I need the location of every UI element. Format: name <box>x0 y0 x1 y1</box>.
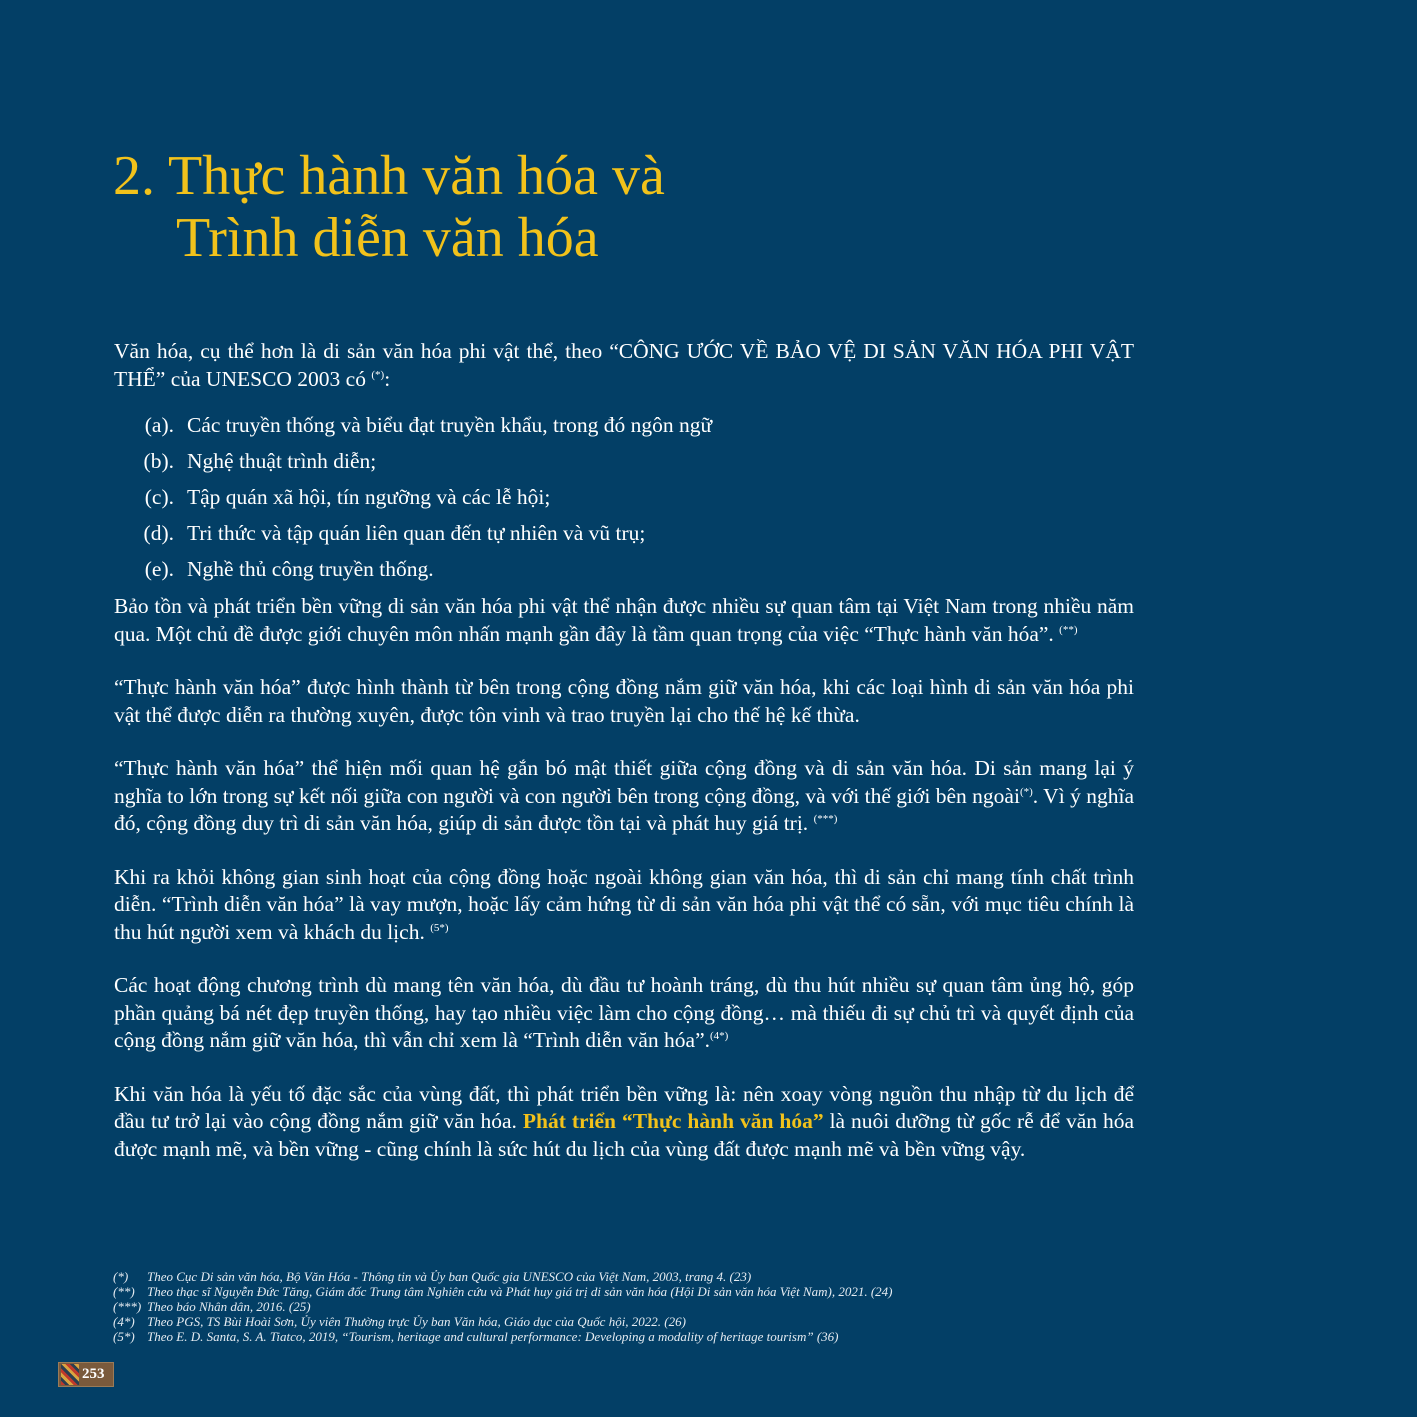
paragraph-4 <box>114 864 1134 947</box>
highlighted-phrase: Phát triển “Thực hành văn hóa” <box>522 1109 824 1133</box>
list-item <box>114 515 1134 551</box>
intro-text: Văn hóa, cụ thể hơn là di sản văn hóa phi vật thể, theo “CÔNG ƯỚC VỀ BẢO VỆ DI SẢN VĂN HÓA PHI VẬT THỂ” của UNESCO 2003 có <box>114 339 1134 391</box>
footnotes <box>113 1269 1213 1344</box>
footnote-key: (***) <box>113 1299 142 1314</box>
intro-paragraph <box>114 338 1134 393</box>
footnote <box>113 1299 1213 1314</box>
list-item <box>114 443 1134 479</box>
list-item-text: Tập quán xã hội, tín ngưỡng và các lễ hội; <box>187 485 551 509</box>
list-marker: (c). <box>144 485 174 509</box>
paragraph-text: . Vì ý nghĩa đó, cộng đồng duy trì di sản văn hóa, giúp di sản được tồn tại và phát huy giá trị. <box>114 783 1134 835</box>
footnote-text: Theo thạc sĩ Nguyễn Đức Tăng, Giám đốc Trung tâm Nghiên cứu và Phát huy giá trị di sản văn hóa (Hội Di sản văn hóa Việt Nam), 2021. (24) <box>147 1284 893 1299</box>
footnote-text: Theo báo Nhân dân, 2016. (25) <box>147 1299 311 1314</box>
footnote-ref: (**) <box>1059 623 1078 636</box>
list-marker: (d). <box>143 521 174 545</box>
title-line-2: Trình diễn văn hóa <box>176 207 599 269</box>
footnote-text: Theo PGS, TS Bùi Hoài Sơn, Ủy viên Thường trực Ủy ban Văn hóa, Giáo dục của Quốc hội, 2022. (26) <box>147 1314 686 1329</box>
list-marker: (a). <box>144 413 174 437</box>
footnote-key: (5*) <box>113 1329 135 1344</box>
footnote <box>113 1269 1213 1284</box>
list-item <box>114 551 1134 587</box>
footnote-ref: (4*) <box>710 1029 729 1042</box>
paragraph-text: “Thực hành văn hóa” thể hiện mối quan hệ gắn bó mật thiết giữa cộng đồng và di sản văn hóa. Di sản mang lại ý nghĩa to lớn trong sự kết nối giữa con người và con người bên trong cộng đồng, và với thế giới bên ngoài <box>114 756 1134 808</box>
list-item-text: Nghề thủ công truyền thống. <box>187 557 434 581</box>
footnote-key: (**) <box>113 1284 135 1299</box>
paragraph-text: Khi văn hóa là yếu tố đặc sắc của vùng đất, thì phát triển bền vững là: nên xoay vòng nguồn thu nhập từ du lịch để đầu tư trở lại vào cộng đồng nắm giữ văn hóa. <box>114 1081 1134 1133</box>
list-item <box>114 407 1134 443</box>
page-title <box>113 145 665 269</box>
footnote-ref: (***) <box>813 812 838 825</box>
footnote-ref: (*) <box>1019 785 1033 798</box>
footnote-ref: (*) <box>371 368 385 381</box>
footnote-key: (4*) <box>113 1314 135 1329</box>
heritage-domain-list <box>114 407 1134 587</box>
list-item-text: Tri thức và tập quán liên quan đến tự nhiên và vũ trụ; <box>187 521 646 545</box>
paragraph-1 <box>114 593 1134 648</box>
paragraph-text: Khi ra khỏi không gian sinh hoạt của cộng đồng hoặc ngoài không gian văn hóa, thì di sản chỉ mang tính chất trình diễn. “Trình diễn văn hóa” là vay mượn, hoặc lấy cảm hứng từ di sản văn hóa phi vật thể có sẵn, với mục tiêu chính là thu hút người xem và khách du lịch. <box>114 864 1134 944</box>
paragraph-text: “Thực hành văn hóa” được hình thành từ bên trong cộng đồng nắm giữ văn hóa, khi các loại hình di sản văn hóa phi vật thể được diễn ra thường xuyên, được tôn vinh và trao truyền lại cho thế hệ kế thừa. <box>114 675 1134 727</box>
paragraph-5 <box>114 972 1134 1055</box>
footnote-ref: (5*) <box>430 921 449 934</box>
title-line-1: 2. Thực hành văn hóa và <box>113 145 665 207</box>
paragraph-3 <box>114 755 1134 838</box>
footnote <box>113 1329 1213 1344</box>
list-item-text: Các truyền thống và biểu đạt truyền khẩu, trong đó ngôn ngữ <box>187 413 713 437</box>
main-content <box>114 338 1134 1163</box>
paragraph-2 <box>114 674 1134 729</box>
footnote-text: Theo Cục Di sản văn hóa, Bộ Văn Hóa - Thông tin và Ủy ban Quốc gia UNESCO của Việt Nam, 2003, trang 4. (23) <box>147 1269 752 1284</box>
list-item <box>114 479 1134 515</box>
list-marker: (e). <box>144 557 174 581</box>
paragraph-text: Bảo tồn và phát triển bền vững di sản văn hóa phi vật thể nhận được nhiều sự quan tâm tại Việt Nam trong nhiều năm qua. Một chủ đề được giới chuyên môn nhấn mạnh gần đây là tầm quan trọng của việc “Thực hành văn hóa”. <box>114 594 1134 646</box>
list-marker: (b). <box>143 449 174 473</box>
list-item-text: Nghệ thuật trình diễn; <box>187 449 377 473</box>
footnote <box>113 1314 1213 1329</box>
page-number: 253 <box>82 1366 105 1382</box>
footnote <box>113 1284 1213 1299</box>
paragraph-text: là nuôi dưỡng từ gốc rễ để văn hóa được mạnh mẽ, và bền vững - cũng chính là sức hút du lịch của vùng đất được mạnh mẽ và bền vững vậy. <box>114 1109 1134 1161</box>
paragraph-text: Các hoạt động chương trình dù mang tên văn hóa, dù đầu tư hoành tráng, dù thu hút nhiều sự quan tâm ủng hộ, góp phần quảng bá nét đẹp truyền thống, hay tạo nhiều việc làm cho cộng đồng… mà thiếu đi sự chủ trì và quyết định của cộng đồng nắm giữ văn hóa, thì vẫn chỉ xem là “Trình diễn văn hóa”. <box>114 973 1134 1052</box>
brocade-pattern-icon <box>61 1364 79 1385</box>
intro-end: : <box>384 366 391 391</box>
footnote-key: (*) <box>113 1269 129 1284</box>
paragraph-6 <box>114 1081 1134 1164</box>
page-number-badge <box>58 1362 114 1387</box>
footnote-text: Theo E. D. Santa, S. A. Tiatco, 2019, “Tourism, heritage and cultural performance: Developing a modality of heritage tourism” (36) <box>147 1329 839 1344</box>
